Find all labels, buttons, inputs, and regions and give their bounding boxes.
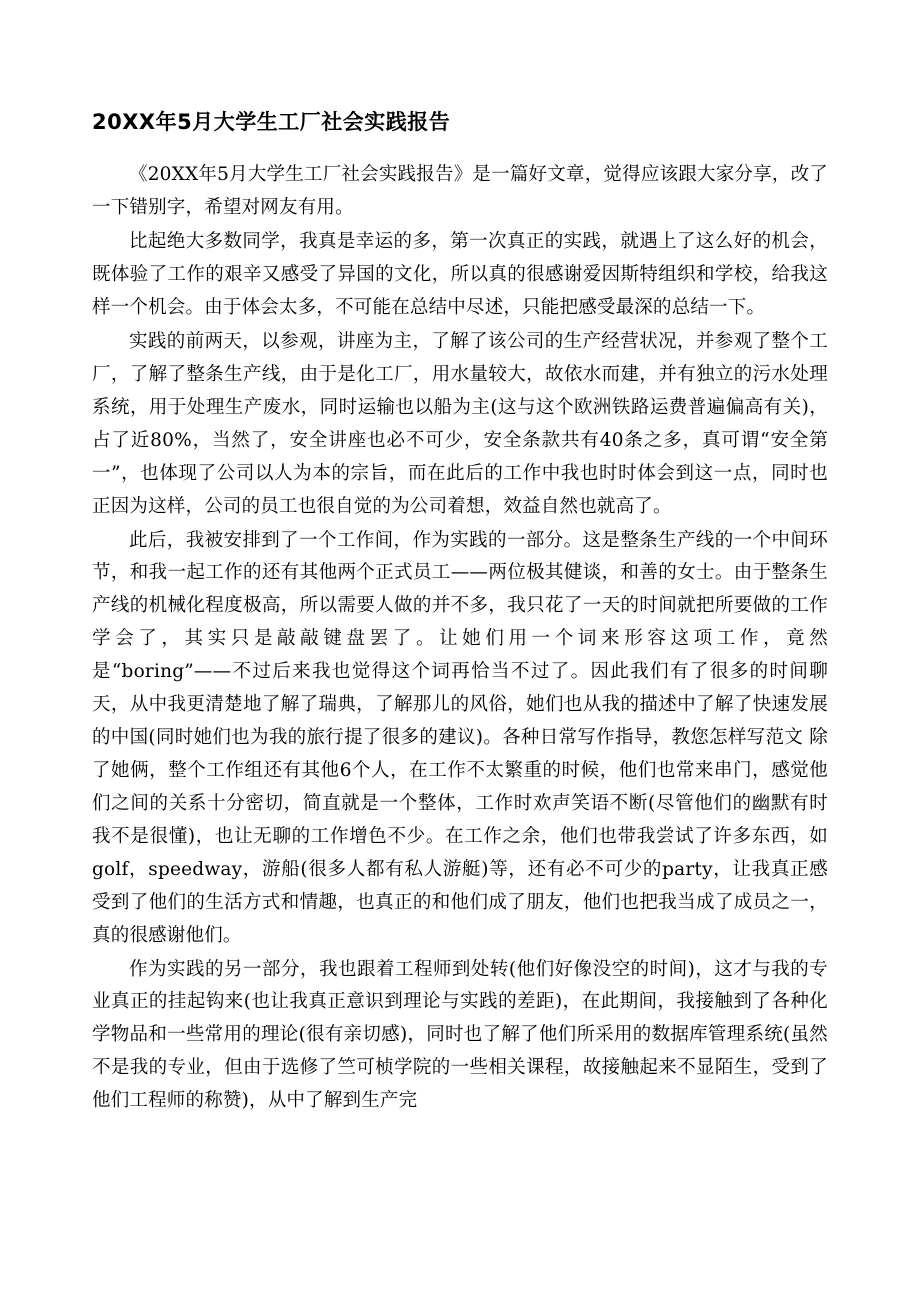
paragraph-5: 作为实践的另一部分，我也跟着工程师到处转(他们好像没空的时间)，这才与我的专业真正的挂起钩来(也让我真正意识到理论与实践的差距)，在此期间，我接触到了各种化学物品和一些常用的理论(很有亲切感)，同时也了解了他们所采用的数据库管理系统(虽然不是我的专业，但由于选修了竺可桢学院的一些相关课程，故接触起来不显陌生，受到了他们工程师的称赞)，从中了解到生产完 xyxy=(92,958,828,1112)
paragraph-3: 实践的前两天，以参观，讲座为主，了解了该公司的生产经营状况，并参观了整个工厂，了解了整条生产线，由于是化工厂，用水量较大，故依水而建，并有独立的污水处理系统，用于处理生产废水，同时运输也以船为主(这与这个欧洲铁路运费普遍偏高有关)，占了近80%，当然了，安全讲座也必不可少，安全条款共有40条之多，真可谓“安全第一”，也体现了公司以人为本的宗旨，而在此后的工作中我也时时体会到这一点，同时也正因为这样，公司的员工也很自觉的为公司着想，效益自然也就高了。 xyxy=(92,331,828,517)
page-title: 20XX年5月大学生工厂社会实践报告 xyxy=(92,110,451,134)
paragraph-2: 比起绝大多数同学，我真是幸运的多，第一次真正的实践，就遇上了这么好的机会，既体验了工作的艰辛又感受了异国的文化，所以真的很感谢爱因斯特组织和学校，给我这样一个机会。由于体会太多，不可能在总结中尽述，只能把感受最深的总结一下。 xyxy=(92,231,828,319)
paragraph-1: 《20XX年5月大学生工厂社会实践报告》是一篇好文章，觉得应该跟大家分享，改了一下错别字，希望对网友有用。 xyxy=(92,164,828,219)
paragraph-4: 此后，我被安排到了一个工作间，作为实践的一部分。这是整条生产线的一个中间环节，和我一起工作的还有其他两个正式员工——两位极其健谈，和善的女士。由于整条生产线的机械化程度极高，所以需要人做的并不多，我只花了一天的时间就把所要做的工作学会了，其实只是敲敲键盘罢了。让她们用一个词来形容这项工作，竟然是“boring”——不过后来我也觉得这个词再恰当不过了。因此我们有了很多的时间聊天，从中我更清楚地了解了瑞典，了解那儿的风俗，她们也从我的描述中了解了快速发展的中国(同时她们也为我的旅行提了很多的建议)。各种日常写作指导，教您怎样写范文 除了她俩，整个工作组还有其他6个人，在工作不太繁重的时候，他们也常来串门，感觉他们之间的关系十分密切，简直就是一个整体，工作时欢声笑语不断(尽管他们的幽默有时我不是很懂)，也让无聊的工作增色不少。在工作之余，他们也带我尝试了许多东西，如golf，speedway，游船(很多人都有私人游艇)等，还有必不可少的party，让我真正感受到了他们的生活方式和情趣，也真正的和他们成了朋友，他们也把我当成了成员之一，真的很感谢他们。 xyxy=(92,529,828,946)
